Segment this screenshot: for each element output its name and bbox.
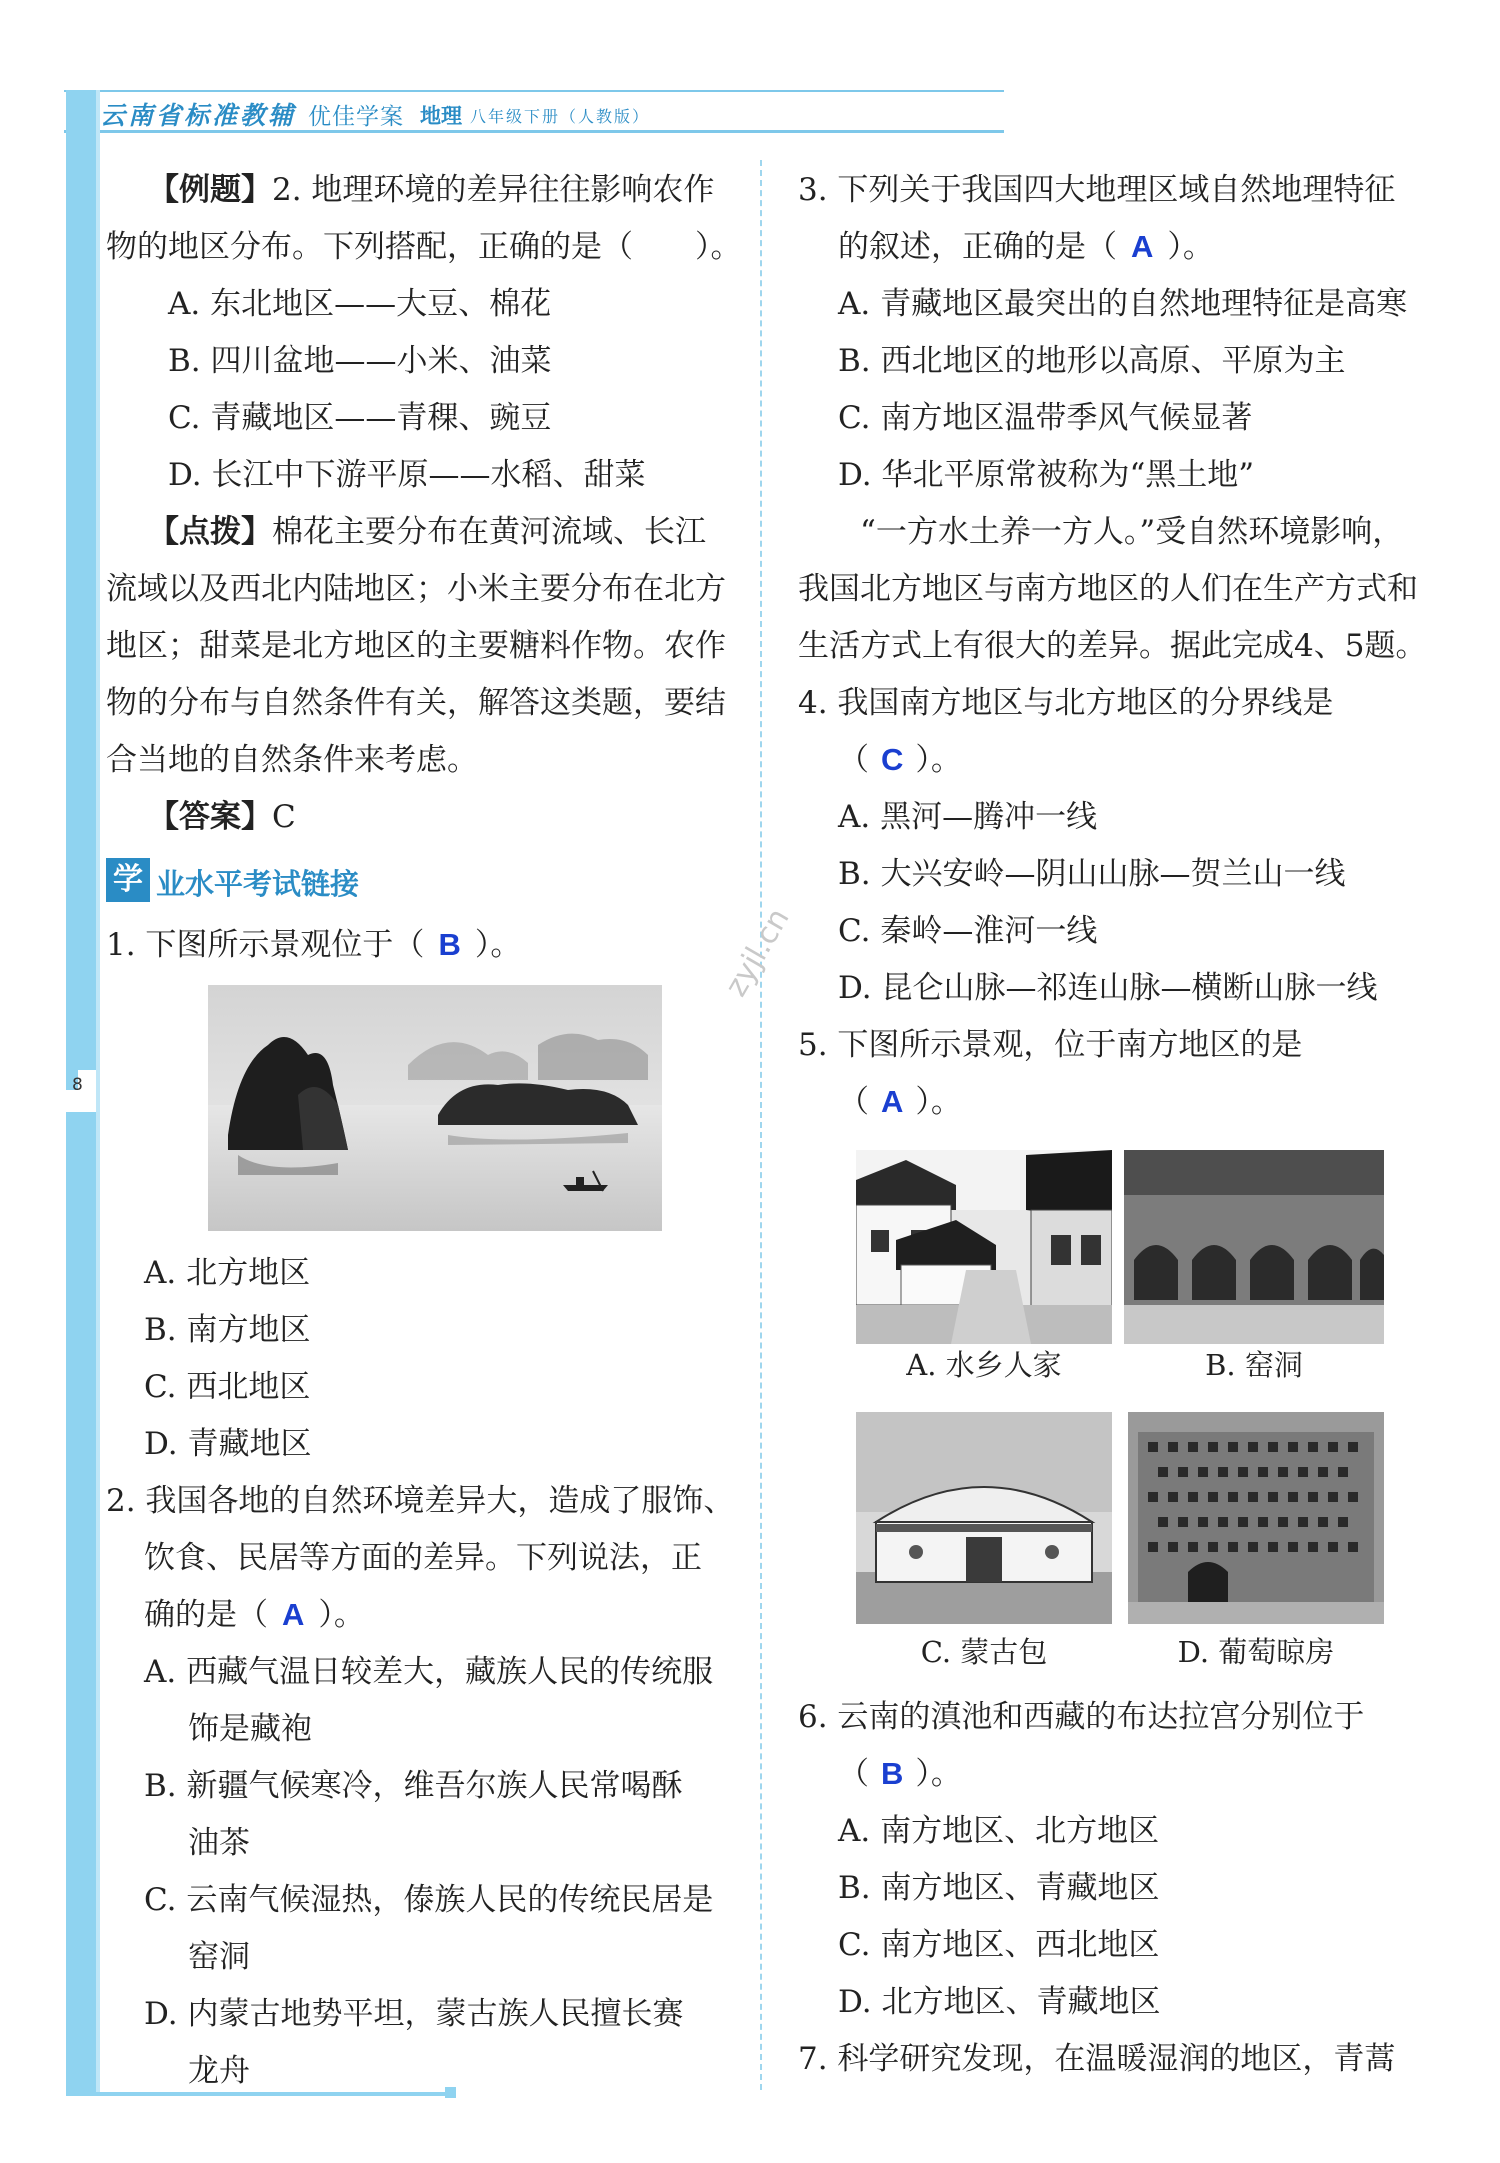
q2-option-c-1: C. 云南气候湿热，傣族人民的传统民居是 (144, 1882, 714, 1918)
q2-option-a-2: 饰是藏袍 (188, 1711, 312, 1747)
photo-water-town (856, 1150, 1112, 1344)
q1-answer: B (438, 927, 461, 962)
q3-answer: A (1131, 229, 1154, 264)
example-line-1 (148, 170, 714, 210)
q3-line-1: 3. 下列关于我国四大地理区域自然地理特征 (798, 172, 1396, 208)
q1-option-b: B. 南方地区 (144, 1312, 311, 1348)
q1-stem-text: 1. 下图所示景观位于（ (106, 927, 425, 963)
margin-inner-line (96, 90, 100, 2092)
example-stem-1: 2. 地理环境的差异往往影响农作 (272, 172, 715, 208)
cave-dwelling-svg (1124, 1150, 1384, 1344)
q6-line-2 (838, 1754, 962, 1794)
photo-grape-drying-house (1128, 1412, 1384, 1624)
q4-answer: C (881, 742, 904, 777)
q5-answer: A (881, 1084, 904, 1119)
series-title: 云南省标准教辅 (100, 101, 297, 130)
q2-option-c-2: 窑洞 (188, 1939, 250, 1975)
footer-square (445, 2087, 456, 2098)
q2-option-a-1: A. 西藏气温日较差大，藏族人民的传统服 (144, 1654, 714, 1690)
passage-line-3: 生活方式上有很大的差异。据此完成4、5题。 (798, 628, 1427, 664)
q1-option-a: A. 北方地区 (144, 1255, 311, 1291)
q5-line-1: 5. 下图所示景观，位于南方地区的是 (798, 1027, 1303, 1063)
q1-stem (106, 925, 521, 965)
header-top-rule (64, 90, 1004, 92)
example-option-c: C. 青藏地区——青稞、豌豆 (168, 400, 552, 436)
photo-cave-dwelling (1124, 1150, 1384, 1344)
q6-option-d: D. 北方地区、青藏地区 (838, 1984, 1161, 2020)
q3-option-b: B. 西北地区的地形以高原、平原为主 (838, 343, 1346, 379)
q6-option-a: A. 南方地区、北方地区 (838, 1813, 1160, 1849)
section-icon: 学 (106, 858, 150, 902)
example-stem-2: 物的地区分布。下列搭配，正确的是（ ）。 (106, 229, 742, 265)
margin-bar-bottom (66, 1112, 96, 2092)
section-title: 业水平考试链接 (156, 867, 360, 901)
q5-open: （ (838, 1084, 869, 1120)
answer-tag: 【答案】 (148, 799, 272, 835)
tip-text-3: 地区；甜菜是北方地区的主要糖料作物。农作 (106, 628, 726, 664)
tip-text-4: 物的分布与自然条件有关，解答这类题，要结 (106, 685, 726, 721)
water-town-svg (856, 1150, 1112, 1344)
q2-line-3 (144, 1595, 365, 1635)
caption-b: B. 窑洞 (1205, 1348, 1303, 1382)
example-option-a: A. 东北地区——大豆、棉花 (168, 286, 552, 322)
series-subtitle: 优佳学案 (308, 104, 404, 130)
q4-open: （ (838, 742, 869, 778)
q3-line-2-text: 的叙述，正确的是（ (838, 229, 1117, 265)
q5-close: ）。 (915, 1084, 962, 1120)
q4-line-2 (838, 740, 962, 780)
q4-option-b: B. 大兴安岭—阴山山脉—贺兰山一线 (838, 856, 1346, 892)
q2-option-d-2: 龙舟 (188, 2053, 250, 2089)
q3-line-2 (838, 227, 1214, 267)
q1-option-d: D. 青藏地区 (144, 1426, 312, 1462)
tip-text-1: 棉花主要分布在黄河流域、长江 (272, 514, 706, 550)
q6-line-1: 6. 云南的滇池和西藏的布达拉宫分别位于 (798, 1699, 1365, 1735)
q2-answer: A (282, 1597, 305, 1632)
q1-close: ）。 (474, 927, 522, 963)
q2-line-2: 饮食、民居等方面的差异。下列说法，正 (144, 1540, 702, 1576)
q6-answer: B (881, 1756, 904, 1791)
q3-option-c: C. 南方地区温带季风气候显著 (838, 400, 1253, 436)
q7-line-1: 7. 科学研究发现，在温暖湿润的地区，青蒿 (798, 2041, 1396, 2077)
caption-d: D. 葡萄晾房 (1177, 1635, 1335, 1669)
q4-option-d: D. 昆仑山脉—祁连山脉—横断山脉一线 (838, 970, 1378, 1006)
tip-line-1 (148, 512, 706, 552)
q1-option-c: C. 西北地区 (144, 1369, 311, 1405)
landscape-ink-svg (208, 985, 662, 1231)
q2-option-d-1: D. 内蒙古地势平坦，蒙古族人民擅长赛 (144, 1996, 684, 2032)
q4-close: ）。 (915, 742, 962, 778)
q4-line-1: 4. 我国南方地区与北方地区的分界线是 (798, 685, 1334, 721)
subject-label: 地理 (420, 103, 462, 128)
tip-text-5: 合当地的自然条件来考虑。 (106, 742, 478, 778)
q2-option-b-1: B. 新疆气候寒冷，维吾尔族人民常喝酥 (144, 1768, 683, 1804)
passage-line-2: 我国北方地区与南方地区的人们在生产方式和 (798, 571, 1418, 607)
tip-tag: 【点拨】 (148, 514, 272, 550)
q3-option-d: D. 华北平原常被称为“黑土地” (838, 457, 1255, 493)
q2-line-3-text: 确的是（ (144, 1597, 268, 1633)
answer-value: C (272, 799, 296, 835)
answer-line (148, 797, 296, 837)
q4-option-a: A. 黑河—腾冲一线 (838, 799, 1098, 835)
q3-close: ）。 (1167, 229, 1214, 265)
grade-label: 八年级下册（人教版） (470, 107, 651, 126)
q6-close: ）。 (915, 1756, 962, 1792)
column-divider (760, 160, 762, 2090)
example-option-d: D. 长江中下游平原——水稻、甜菜 (168, 457, 646, 493)
footer-rule (66, 2092, 450, 2096)
q6-option-c: C. 南方地区、西北地区 (838, 1927, 1160, 1963)
grape-house-svg (1128, 1412, 1384, 1624)
example-option-b: B. 四川盆地——小米、油菜 (168, 343, 552, 379)
q4-option-c: C. 秦岭—淮河一线 (838, 913, 1098, 949)
landscape-ink-painting (208, 985, 662, 1231)
yurt-svg (856, 1412, 1112, 1624)
q5-line-2 (838, 1082, 962, 1122)
photo-mongolian-yurt (856, 1412, 1112, 1624)
q2-line-1: 2. 我国各地的自然环境差异大，造成了服饰、 (106, 1483, 735, 1519)
margin-bar-top (66, 90, 96, 1090)
watermark: zyjl.cn (718, 902, 797, 1003)
page-number: 8 (72, 1075, 83, 1095)
q6-option-b: B. 南方地区、青藏地区 (838, 1870, 1160, 1906)
q6-open: （ (838, 1756, 869, 1792)
q3-option-a: A. 青藏地区最突出的自然地理特征是高寒 (838, 286, 1408, 322)
tip-text-2: 流域以及西北内陆地区；小米主要分布在北方 (106, 571, 726, 607)
caption-c: C. 蒙古包 (920, 1635, 1048, 1669)
q2-option-b-2: 油茶 (188, 1825, 250, 1861)
example-tag: 【例题】 (148, 172, 272, 208)
q2-close: ）。 (318, 1597, 365, 1633)
caption-a: A. 水乡人家 (906, 1348, 1062, 1382)
passage-line-1: “一方水土养一方人。”受自然环境影响， (860, 514, 1404, 550)
